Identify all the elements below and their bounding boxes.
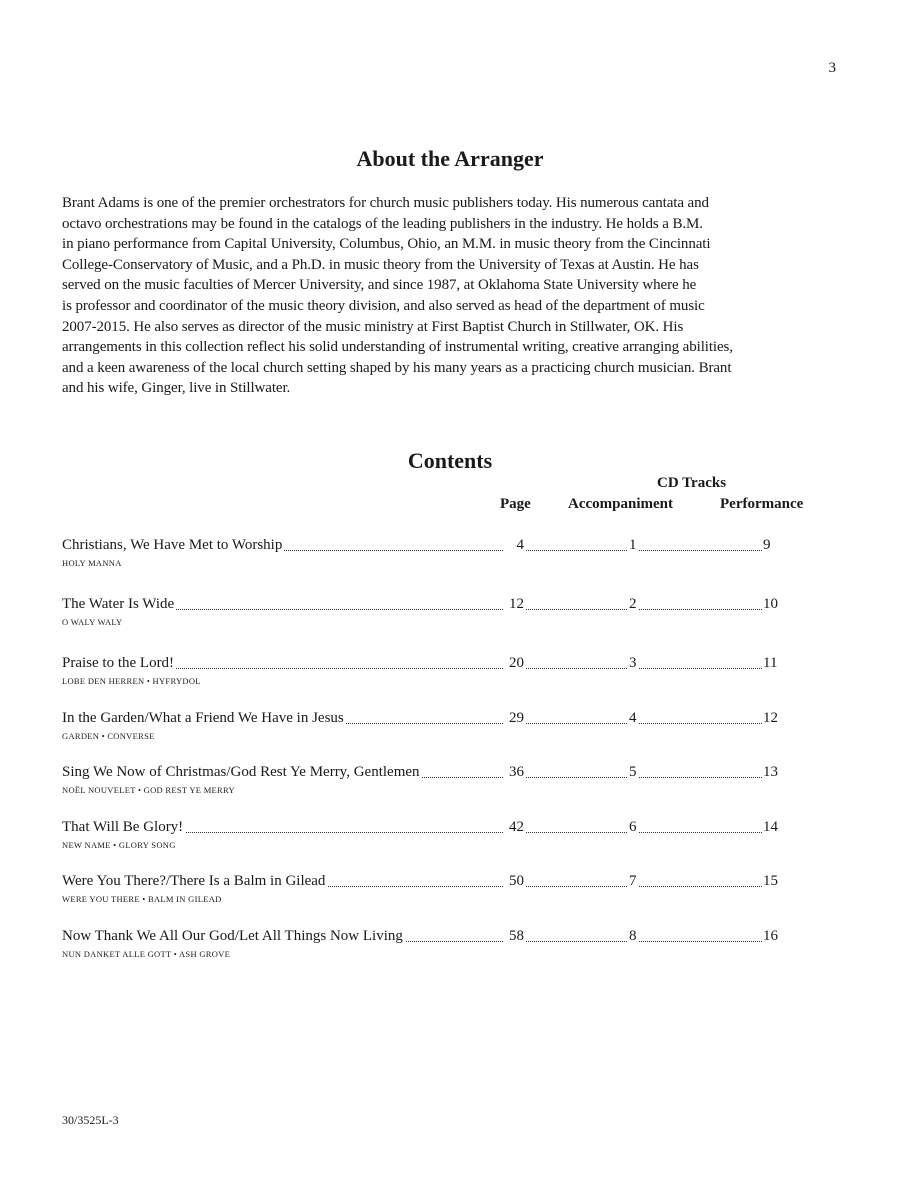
entry-accompaniment-track: 1 (629, 537, 637, 553)
contents-entry (62, 873, 822, 928)
entry-tune-names: NEW NAME • GLORY SONG (62, 839, 176, 850)
entry-page: 12 (503, 596, 525, 613)
entry-performance-track: 12 (763, 709, 778, 726)
about-line: and a keen awareness of the local church setting shaped by his many years as a practicing church musician. Brant (62, 359, 732, 376)
entry-performance-track: 10 (763, 596, 778, 612)
dot-leader (522, 609, 627, 610)
about-line: College-Conservatory of Music, and a Ph.D. in music theory from the University of Texas at Austin. He has (62, 256, 699, 273)
entry-tune-names: GARDEN • CONVERSE (62, 730, 155, 741)
contents-entry (62, 819, 822, 874)
entry-title: Now Thank We All Our God/Let All Things Now Living (62, 927, 403, 944)
entry-title: Christians, We Have Met to Worship (62, 537, 283, 553)
page-number: 3 (828, 60, 836, 76)
entry-accompaniment-track: 6 (629, 818, 637, 835)
performance-column-header: Performance (720, 496, 804, 512)
dot-leader (522, 723, 627, 724)
about-line: is professor and coordinator of the music theory division, and also served as head of the department of music (62, 297, 705, 314)
dot-leader (522, 886, 627, 887)
entry-page: 36 (503, 764, 525, 781)
entry-title: Praise to the Lord! (62, 655, 175, 671)
entry-tune-names: WERE YOU THERE • BALM IN GILEAD (62, 894, 222, 904)
entry-title: In the Garden/What a Friend We Have in Jesus (62, 709, 344, 726)
entry-performance-track: 14 (763, 818, 778, 835)
entry-title: The Water Is Wide (62, 596, 175, 612)
contents-entry (62, 764, 822, 819)
entry-performance-track: 15 (763, 873, 778, 889)
about-line: 2007-2015. He also serves as director of the music ministry at First Baptist Church in Stillwater, OK. His (62, 318, 684, 335)
entry-page: 4 (503, 537, 525, 554)
entry-page: 20 (503, 655, 525, 672)
page-column-header: Page (500, 496, 531, 512)
entry-page: 50 (503, 873, 525, 890)
dot-leader (637, 550, 762, 551)
entry-accompaniment-track: 2 (629, 596, 637, 612)
cd-tracks-header: CD Tracks (657, 475, 727, 491)
dot-leader (637, 668, 762, 669)
dot-leader (637, 609, 762, 610)
entry-accompaniment-track: 3 (629, 655, 637, 671)
about-line: octavo orchestrations may be found in the catalogs of the leading publishers in the industry. He holds a B.M. (62, 215, 703, 232)
entry-title: Sing We Now of Christmas/God Rest Ye Merry, Gentlemen (62, 764, 420, 780)
dot-leader (522, 832, 627, 833)
entry-tune-names: NOËL NOUVELET • GOD REST YE MERRY (62, 785, 235, 795)
entry-performance-track: 16 (763, 927, 778, 944)
entry-tune-names: O WALY WALY (62, 617, 123, 627)
entry-performance-track: 9 (763, 537, 771, 553)
dot-leader (637, 832, 762, 833)
entry-accompaniment-track: 5 (629, 764, 637, 780)
dot-leader (522, 550, 627, 551)
entry-performance-track: 11 (763, 655, 778, 671)
entry-accompaniment-track: 7 (629, 873, 637, 889)
contents-entry (62, 596, 822, 655)
about-line: in piano performance from Capital University, Columbus, Ohio, an M.M. in music theory from the Cincinnati (62, 236, 711, 253)
entry-page: 58 (503, 928, 525, 945)
entry-accompaniment-track: 8 (629, 927, 637, 944)
entry-title: That Will Be Glory! (62, 818, 184, 835)
entry-performance-track: 13 (763, 764, 778, 780)
about-line: and his wife, Ginger, live in Stillwater. (62, 380, 291, 397)
contents-entry (62, 655, 822, 710)
entry-page: 29 (503, 710, 525, 727)
entry-accompaniment-track: 4 (629, 709, 637, 726)
dot-leader (522, 941, 627, 942)
dot-leader (522, 668, 627, 669)
dot-leader (637, 777, 762, 778)
contents-entry (62, 710, 822, 765)
entry-tune-names: LOBE DEN HERREN • HYFRYDOL (62, 676, 201, 686)
contents-entry (62, 928, 822, 983)
about-line: arrangements in this collection reflect his solid understanding of instrumental writing, creative arranging abilities, (62, 339, 733, 356)
about-line: Brant Adams is one of the premier orchestrators for church music publishers today. His numerous cantata and (62, 195, 709, 211)
catalog-code: 30/3525L-3 (62, 1113, 119, 1127)
contents-entry (62, 537, 822, 596)
entry-page: 42 (503, 819, 525, 836)
about-line: served on the music faculties of Mercer University, and since 1987, at Oklahoma State University where he (62, 277, 697, 294)
contents-list (62, 537, 822, 982)
contents-title: Contents (407, 448, 493, 473)
accompaniment-column-header: Accompaniment (568, 496, 673, 512)
entry-tune-names: NUN DANKET ALLE GOTT • ASH GROVE (62, 948, 231, 959)
about-paragraph (62, 193, 840, 399)
entry-tune-names: HOLY MANNA (62, 558, 122, 568)
dot-leader (637, 941, 762, 942)
about-title: About the Arranger (356, 146, 544, 171)
dot-leader (637, 723, 762, 724)
dot-leader (637, 886, 762, 887)
dot-leader (522, 777, 627, 778)
entry-title: Were You There?/There Is a Balm in Gilead (62, 873, 326, 889)
